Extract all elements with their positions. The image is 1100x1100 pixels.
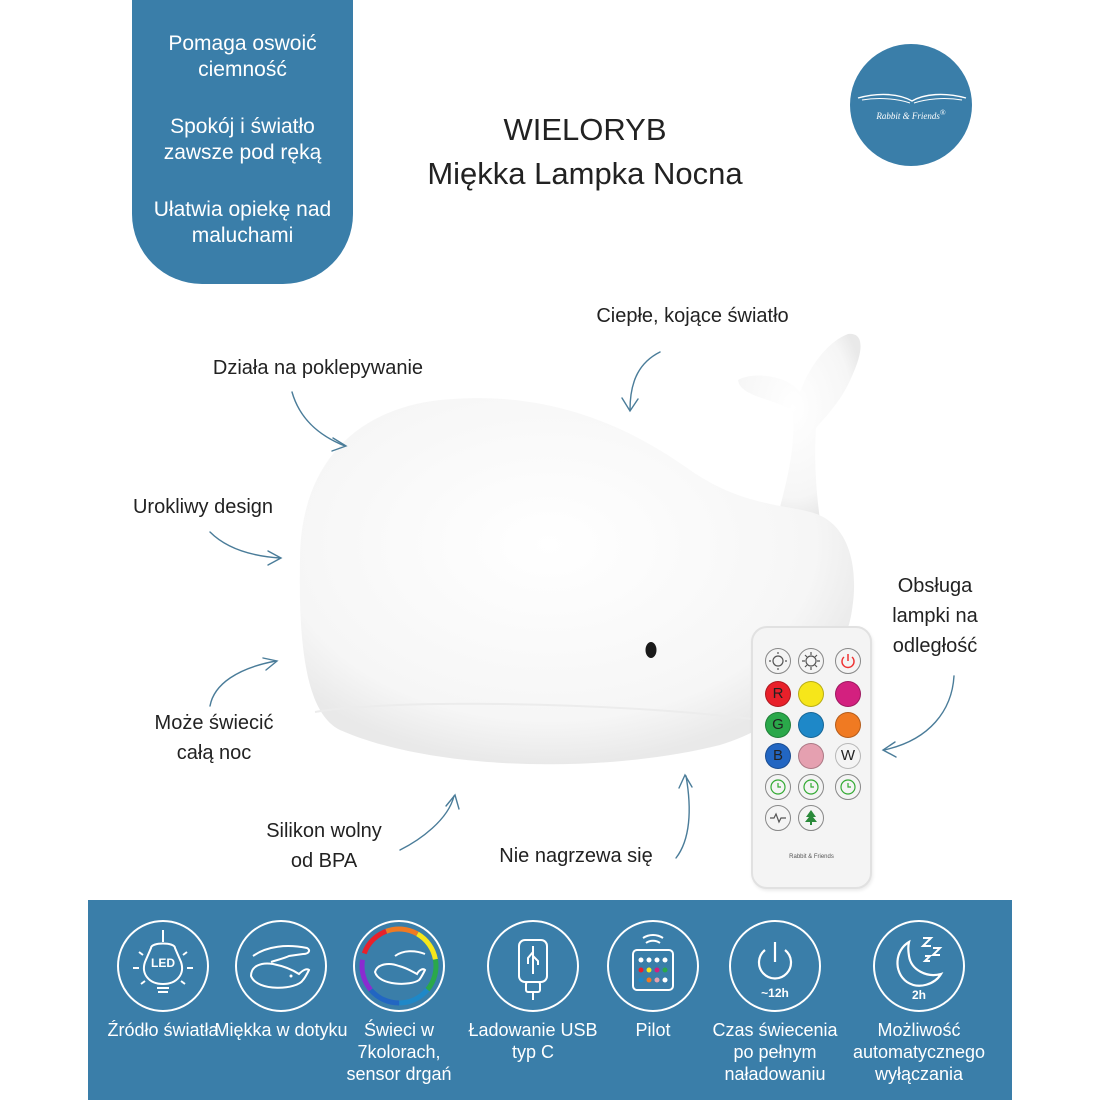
arrow-night <box>210 661 276 706</box>
feature-label: Możliwość automatycznego wyłączania <box>852 1020 986 1084</box>
callout-silicone: Silikon wolny od BPA <box>266 820 382 872</box>
led-text: LED <box>151 956 175 970</box>
duration-text: ~12h <box>761 986 789 1000</box>
remote-color-button <box>835 743 861 769</box>
product-title-line2: Miękka Lampka Nocna <box>427 156 743 191</box>
callout-no-heat: Nie nagrzewa się <box>499 845 653 867</box>
callout-night: Może świecić całą noc <box>154 712 274 764</box>
feature-label: Ładowanie USB typ C <box>468 1020 598 1062</box>
power-icon <box>835 648 861 674</box>
benefit-item: Spokój i światło zawsze pod ręką <box>163 115 322 164</box>
callout-remote: Obsługa lampki na odległość <box>892 575 978 657</box>
remote-color-button <box>798 712 824 738</box>
arrow-warm-light <box>630 352 660 410</box>
remote-button-label: G <box>772 716 784 733</box>
remote-button-label: B <box>772 747 783 764</box>
arrow-no-heat <box>676 776 689 858</box>
product-title-line1: WIELORYB <box>503 112 667 147</box>
callout-tap: Działa na poklepywanie <box>212 357 424 379</box>
remote-color-button <box>835 681 861 707</box>
feature-label: Świeci w 7kolorach, sensor drgań <box>346 1020 452 1084</box>
remote-brand: Rabbit & Friends <box>789 854 834 860</box>
timer-icon <box>765 774 791 800</box>
remote-color-button <box>765 681 791 707</box>
duration-text: 2h <box>911 988 926 1002</box>
brightness-up-icon <box>798 648 824 674</box>
usb-c-icon <box>487 920 579 1012</box>
feature-label: Miękka w dotyku <box>214 1020 348 1040</box>
pulse-icon <box>765 805 791 831</box>
timer-icon <box>798 774 824 800</box>
remote-color-button <box>798 743 824 769</box>
remote-control-image <box>751 626 872 889</box>
brand-name: Rabbit & Friends® <box>876 108 946 121</box>
arrow-design <box>210 532 280 558</box>
benefit-item: Pomaga oswoić ciemność <box>168 32 317 81</box>
feature-label: Czas świecenia po pełnym naładowaniu <box>712 1020 838 1084</box>
remote-color-button <box>835 712 861 738</box>
feature-band <box>88 900 1012 1100</box>
remote-color-button <box>798 681 824 707</box>
arrow-silicone <box>400 796 454 850</box>
benefit-item: Ułatwia opiekę nad maluchami <box>153 198 332 247</box>
callout-design: Urokliwy design <box>132 496 274 518</box>
brightness-down-icon <box>765 648 791 674</box>
tree-icon <box>798 805 824 831</box>
remote-color-button <box>765 712 791 738</box>
power-timer-icon <box>729 920 821 1012</box>
remote-button-label: R <box>772 685 784 702</box>
feature-label: Pilot <box>635 1020 671 1040</box>
callout-warm-light: Ciepłe, kojące światło <box>596 305 789 327</box>
color-ring-icon <box>353 920 445 1012</box>
hand-whale-icon <box>235 920 327 1012</box>
timer-icon <box>835 774 861 800</box>
moon-sleep-icon <box>873 920 965 1012</box>
arrow-remote <box>884 676 954 750</box>
arrow-tap <box>292 392 345 446</box>
feature-label: Źródło światła <box>107 1020 219 1040</box>
remote-icon <box>607 920 699 1012</box>
bulb-icon <box>117 920 209 1012</box>
remote-button-label: W <box>840 747 856 764</box>
remote-color-button <box>765 743 791 769</box>
